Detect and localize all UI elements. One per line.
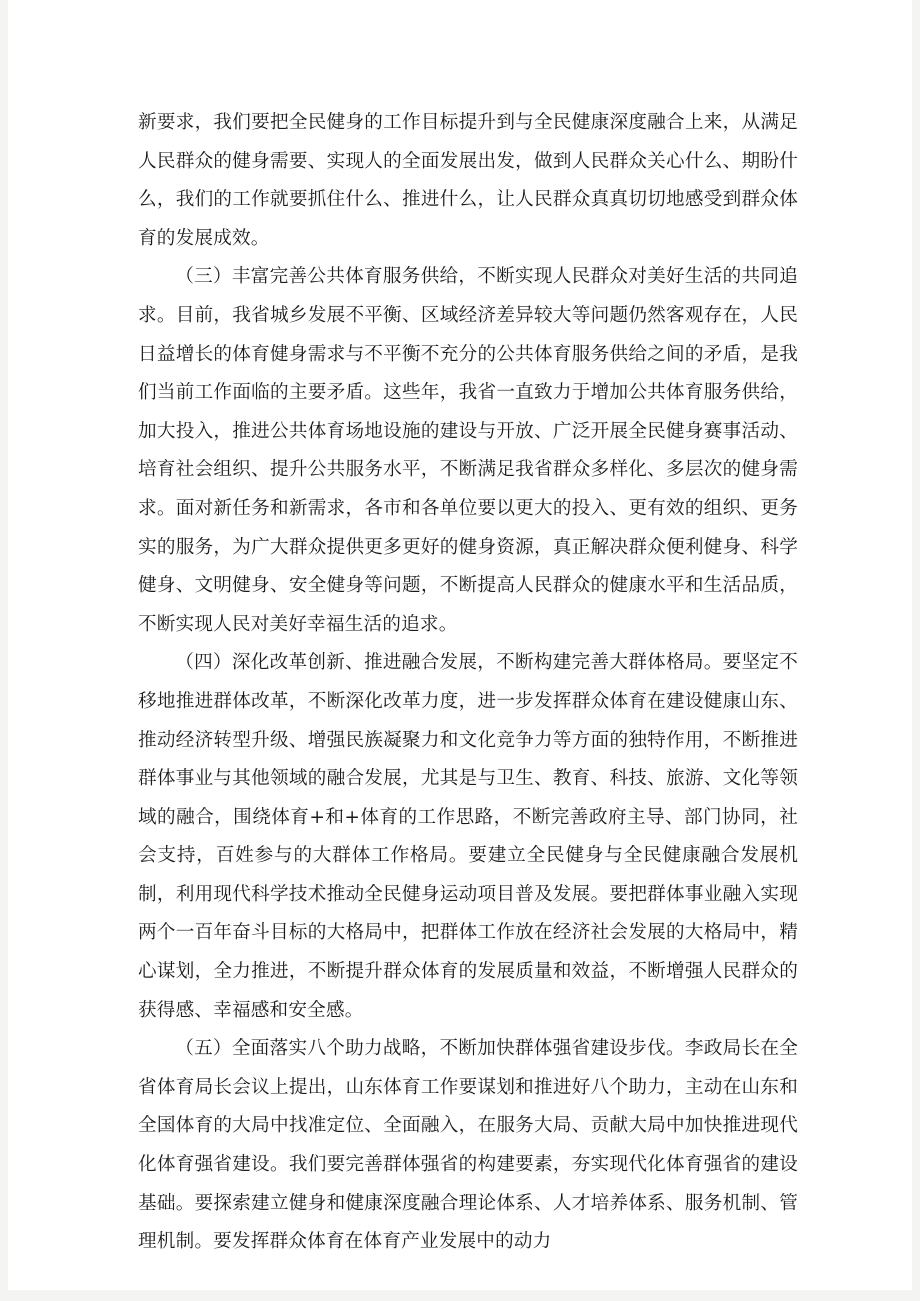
document-page <box>8 0 912 1290</box>
paragraph-section-4: （四）深化改革创新、推进融合发展，不断构建完善大群体格局。要坚定不移地推进群体改革，不断深化改革力度，进一步发挥群众体育在建设健康山东、推动经济转型升级、增强民族凝聚力和文化竞争力等方面的独特作用，不断推进群体事业与其他领域的融合发展，尤其是与卫生、教育、科技、旅游、文化等领域的融合，围绕体育+和+体育的工作思路，不断完善政府主导、部门协同，社会支持，百姓参与的大群体工作格局。要建立全民健身与全民健康融合发展机制，利用现代科学技术推动全民健身运动项目普及发展。要把群体事业融入实现两个一百年奋斗目标的大格局中，把群体工作放在经济社会发展的大格局中，精心谋划，全力推进，不断提升群众体育的发展质量和效益，不断增强人民群众的获得感、幸福感和安全感。 <box>138 652 798 1021</box>
paragraph-section-3: （三）丰富完善公共体育服务供给，不断实现人民群众对美好生活的共同追求。目前，我省城乡发展不平衡、区域经济差异较大等问题仍然客观存在，人民日益增长的体育健身需求与不平衡不充分的公共体育服务供给之间的矛盾，是我们当前工作面临的主要矛盾。这些年，我省一直致力于增加公共体育服务供给，加大投入，推进公共体育场地设施的建设与开放、广泛开展全民健身赛事活动、培育社会组织、提升公共服务水平，不断满足我省群众多样化、多层次的健身需求。面对新任务和新需求，各市和各单位要以更大的投入、更有效的组织、更务实的服务，为广大群众提供更多更好的健身资源，真正解决群众便利健身、科学健身、文明健身、安全健身等问题，不断提高人民群众的健康水平和生活品质，不断实现人民对美好幸福生活的追求。 <box>138 266 798 635</box>
paragraph-section-5: （五）全面落实八个助力战略，不断加快群体强省建设步伐。李政局长在全省体育局长会议上提出，山东体育工作要谋划和推进好八个助力，主动在山东和全国体育的大局中找准定位、全面融入，在服务大局、贡献大局中加快推进现代化体育强省建设。我们要完善群体强省的构建要素，夯实现代化体育强省的建设基础。要探索建立健身和健康深度融合理论体系、人才培养体系、服务机制、管理机制。要发挥群众体育在体育产业发展中的动力 <box>138 1038 798 1253</box>
paragraph-1-continued: 新要求，我们要把全民健身的工作目标提升到与全民健康深度融合上来，从满足人民群众的健身需要、实现人的全面发展出发，做到人民群众关心什么、期盼什么，我们的工作就要抓住什么、推进什么，让人民群众真真切切地感受到群众体育的发展成效。 <box>138 112 798 249</box>
document-body <box>138 104 798 1262</box>
